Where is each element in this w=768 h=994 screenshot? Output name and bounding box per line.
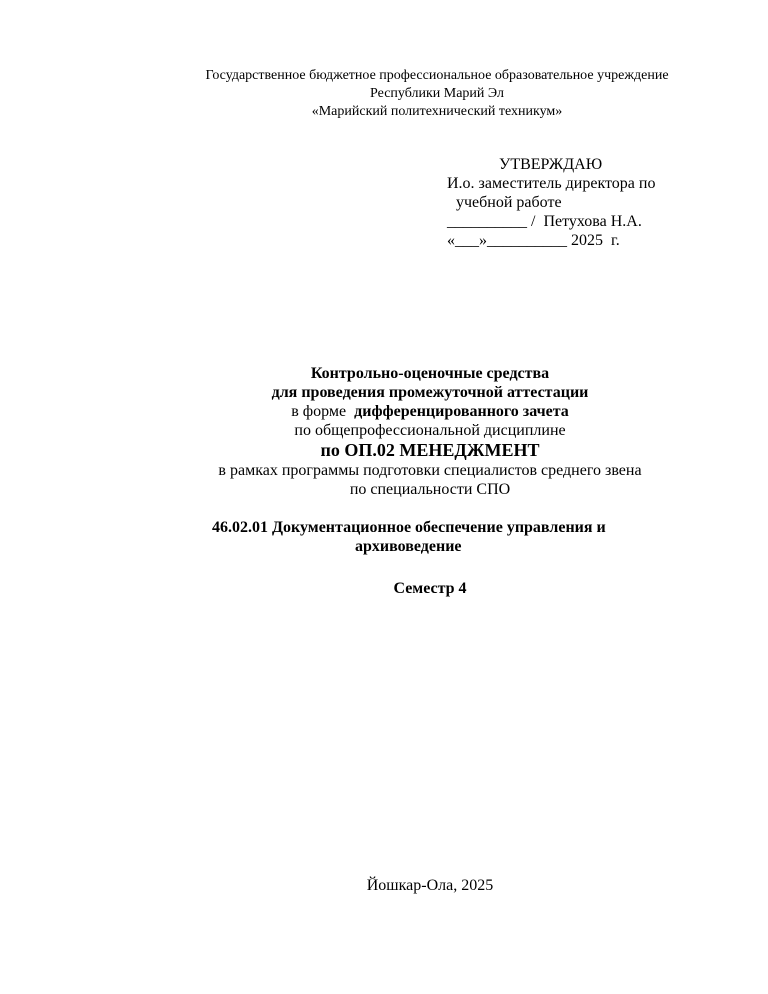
approval-position-line-1: И.о. заместитель директора по bbox=[447, 175, 656, 192]
institution-line-1: Государственное бюджетное профессиональное образовательное учреждение bbox=[205, 68, 669, 83]
title-line-3 bbox=[170, 402, 690, 421]
title-line-6: в рамках программы подготовки специалистов среднего звена bbox=[218, 462, 642, 479]
institution-header bbox=[150, 67, 724, 121]
city-year-label: Йошкар-Ола, 2025 bbox=[366, 877, 494, 894]
approval-title: УТВЕРЖДАЮ bbox=[499, 156, 603, 173]
title-line-4: по общепрофессиональной дисциплине bbox=[294, 422, 566, 439]
title-line-5: по ОП.02 МЕНЕДЖМЕНТ bbox=[320, 440, 540, 460]
title-line-2: для проведения промежуточной аттестации bbox=[271, 384, 589, 401]
institution-line-3: «Марийский политехнический техникум» bbox=[311, 104, 563, 119]
title-line-7: по специальности СПО bbox=[349, 481, 511, 498]
document-title-block bbox=[170, 364, 690, 499]
specialty-line-1: 46.02.01 Документационное обеспечение управления и bbox=[212, 519, 606, 536]
approval-date-line: «___»__________ 2025 г. bbox=[447, 232, 620, 249]
approval-block bbox=[447, 155, 747, 250]
specialty-block bbox=[212, 518, 692, 556]
approval-signature-line: __________ / Петухова Н.А. bbox=[447, 213, 642, 230]
title-line-3-bold: дифференцированного зачета bbox=[354, 403, 569, 420]
specialty-line-2: архивоведение bbox=[355, 538, 462, 555]
title-line-1: Контрольно-оценочные средства bbox=[310, 365, 550, 382]
institution-line-2: Республики Марий Эл bbox=[370, 86, 504, 101]
semester-label: Семестр 4 bbox=[393, 580, 467, 597]
title-line-3-prefix: в форме bbox=[291, 403, 355, 420]
approval-position-line-2: учебной работе bbox=[456, 194, 562, 211]
